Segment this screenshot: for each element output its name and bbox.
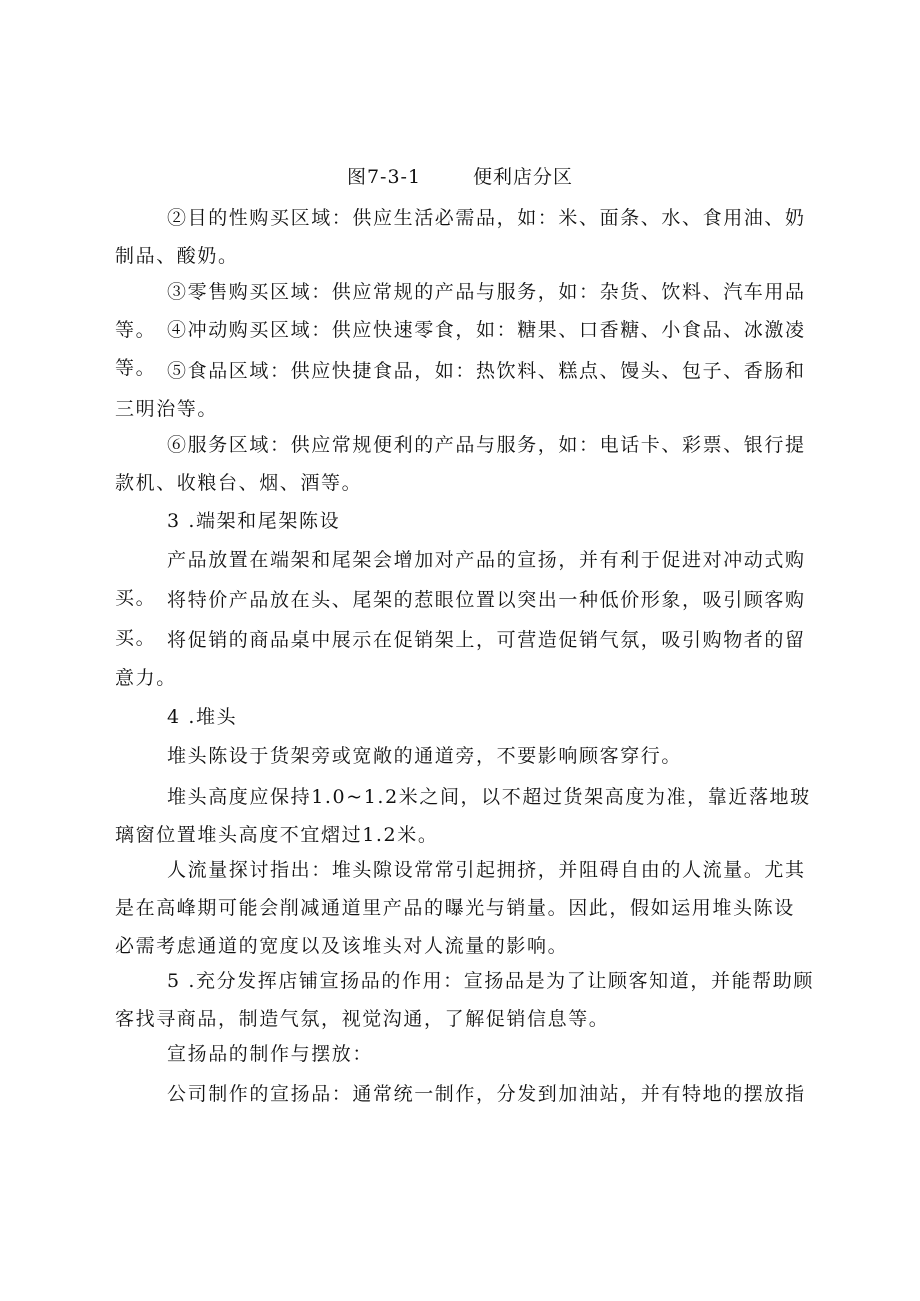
paragraph-end-racks-3: 将促销的商品桌中展示在促销架上，可营造促销气氛，吸引购物者的留意力。 — [115, 629, 806, 689]
figure-title: 便利店分区 — [473, 166, 574, 188]
paragraph-purpose-area: ②目的性购买区域：供应生活必需品，如：米、面条、水、食用油、奶制品、酸奶。 — [115, 207, 806, 267]
paragraph-stacks-2: 堆头高度应保持1.0~1.2米之间，以不超过货架高度为准，靠近落地玻璃窗位置堆头高度不宜熠过1.2米。 — [115, 786, 811, 846]
figure-number: 图7-3-1 — [346, 166, 422, 188]
section-heading-end-racks: 3 .端架和尾架陈设 — [167, 510, 341, 532]
section-heading-promo-materials: 5 .充分发挥店铺宣扬品的作用：宣扬品是为了让顾客知道，并能帮助顾客找寻商品，制造气氛，视觉沟通，了解促销信息等。 — [115, 970, 814, 1030]
paragraph-promo-making: 宣扬品的制作与摆放： — [167, 1043, 374, 1065]
paragraph-stacks-1: 堆头陈设于货架旁或宽敞的通道旁，不要影响顾客穿行。 — [167, 745, 683, 767]
paragraph-company-materials: 公司制作的宣扬品：通常统一制作，分发到加油站，并有特地的摆放指 — [167, 1083, 806, 1105]
section-heading-stacks: 4 .堆头 — [167, 706, 238, 728]
paragraph-stacks-3: 人流量探讨指出：堆头隙设常常引起拥挤，并阻碍自由的人流量。尤其是在高峰期可能会削减通道里产品的曝光与销量。因此，假如运用堆头陈设必需考虑通道的宽度以及该堆头对人流量的影响。 — [115, 859, 806, 957]
paragraph-service-area: ⑥服务区域：供应常规便利的产品与服务，如：电话卡、彩票、银行提款机、收粮台、烟、酒等。 — [115, 434, 806, 494]
paragraph-impulse-area: ④冲动购买区域：供应快速零食，如：糖果、口香糖、小食品、冰激凌等。 — [115, 319, 806, 379]
paragraph-food-area: ⑤食品区域：供应快捷食品，如：热饮料、糕点、馒头、包子、香肠和三明治等。 — [115, 360, 806, 420]
figure-caption — [0, 162, 920, 189]
paragraph-end-racks-2: 将特价产品放在头、尾架的惹眼位置以突出一种低价形象，吸引顾客购买。 — [115, 589, 806, 649]
paragraph-retail-area: ③零售购买区域：供应常规的产品与服务，如：杂货、饮料、汽车用品等。 — [115, 281, 806, 341]
paragraph-end-racks-1: 产品放置在端架和尾架会增加对产品的宣扬，并有利于促进对冲动式购买。 — [115, 549, 806, 609]
